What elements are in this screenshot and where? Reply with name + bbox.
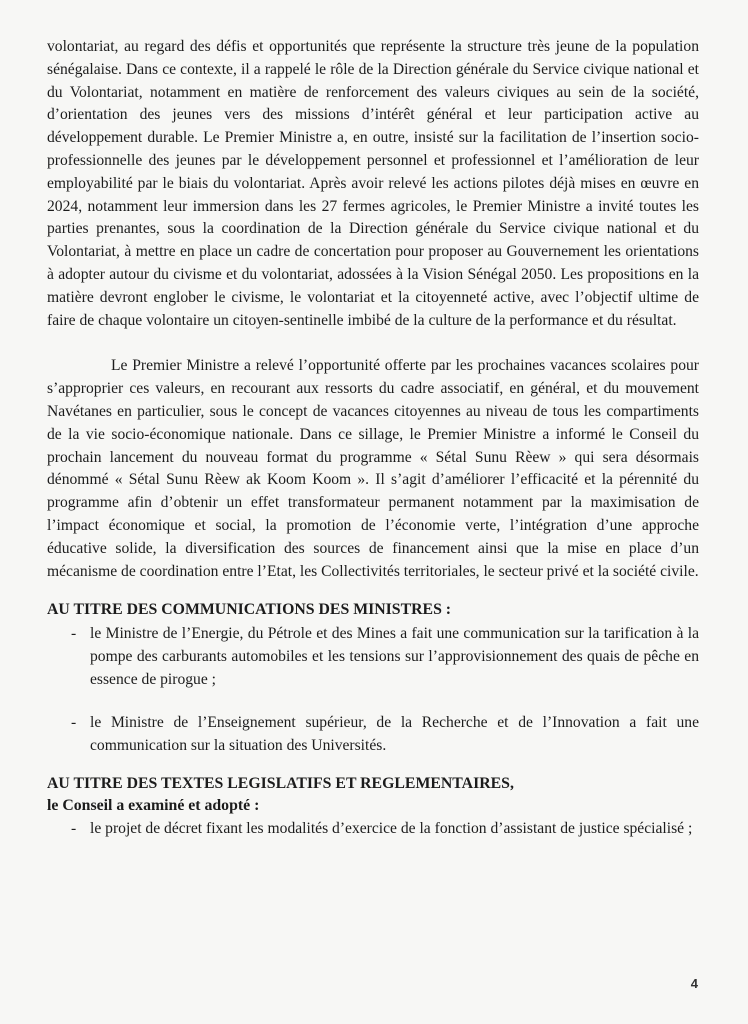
communications-list (47, 622, 699, 757)
body-paragraph: volontariat, au regard des défis et opportunités que représente la structure très jeune de la population sénégalaise. Dans ce contexte, il a rappelé le rôle de la Direction générale du Service civique national et du Volontariat, notamment en matière de renforcement des valeurs civiques au sein de la société, d’orientation des jeunes vers des missions d’intérêt général et leur participation active au développement durable. Le Premier Ministre a, en outre, insisté sur la facilitation de l’insertion socio-professionnelle des jeunes par le développement personnel et professionnel et l’amélioration de leur employabilité par le biais du volontariat. Après avoir relevé les actions pilotes déjà mises en œuvre en 2024, notamment leur immersion dans les 27 fermes agricoles, le Premier Ministre a invité toutes les parties prenantes, sous la coordination de la Direction générale du Service civique national et du Volontariat, à mettre en place un cadre de concertation pour proposer au Gouvernement les orientations à adopter autour du civisme et du volontariat, adossées à la Vision Sénégal 2050. Les propositions en la matière devront englober le civisme, le volontariat et la citoyenneté active, avec l’objectif ultime de faire de chaque volontaire un citoyen-sentinelle imbibé de la culture de la performance et du résultat. (47, 38, 699, 329)
bullet-dash: - (71, 625, 77, 643)
list-item-text: le projet de décret fixant les modalités d’exercice de la fonction d’assistant de justice spécialisé ; (90, 820, 693, 838)
bullet-dash: - (71, 820, 77, 838)
list-item-text: le Ministre de l’Energie, du Pétrole et des Mines a fait une communication sur la tarification à la pompe des carburants automobiles et les tensions sur l’approvisionnement des quais de pêche en essence de pirogue ; (90, 625, 699, 689)
section-heading-communications: AU TITRE DES COMMUNICATIONS DES MINISTRES : (47, 601, 452, 619)
section-heading-texts: AU TITRE DES TEXTES LEGISLATIFS ET REGLEMENTAIRES, (47, 775, 514, 793)
texts-list (47, 817, 699, 840)
list-item-text: le Ministre de l’Enseignement supérieur, de la Recherche et de l’Innovation a fait une communication sur la situation des Universités. (90, 714, 699, 755)
page-number: 4 (690, 976, 698, 991)
list-item (47, 622, 699, 691)
body-paragraph: Le Premier Ministre a relevé l’opportunité offerte par les prochaines vacances scolaires pour s’approprier ces valeurs, en recourant aux ressorts du cadre associatif, en général, et du mouvement Navétanes en particulier, sous le concept de vacances citoyennes au niveau de tous les compartiments de la vie socio-économique nationale. Dans ce sillage, le Premier Ministre a informé le Conseil du prochain lancement du nouveau format du programme « Sétal Sunu Rèew » qui sera désormais dénommé « Sétal Sunu Rèew ak Koom Koom ». Il s’agit d’améliorer l’efficacité et la pérennité du programme afin d’obtenir un effet transformateur permanent notamment par la maximisation de l’impact économique et social, la promotion de l’économie verte, l’intégration d’une approche éducative solide, la diversification des sources de financement ainsi que la mise en place d’un mécanisme de coordination entre l’Etat, les Collectivités territoriales, le secteur privé et la société civile. (47, 357, 699, 580)
list-item (47, 711, 699, 757)
bullet-dash: - (71, 714, 77, 732)
document-page (47, 36, 699, 840)
section-subheading: le Conseil a examiné et adopté : (47, 797, 260, 815)
list-item (47, 817, 699, 840)
